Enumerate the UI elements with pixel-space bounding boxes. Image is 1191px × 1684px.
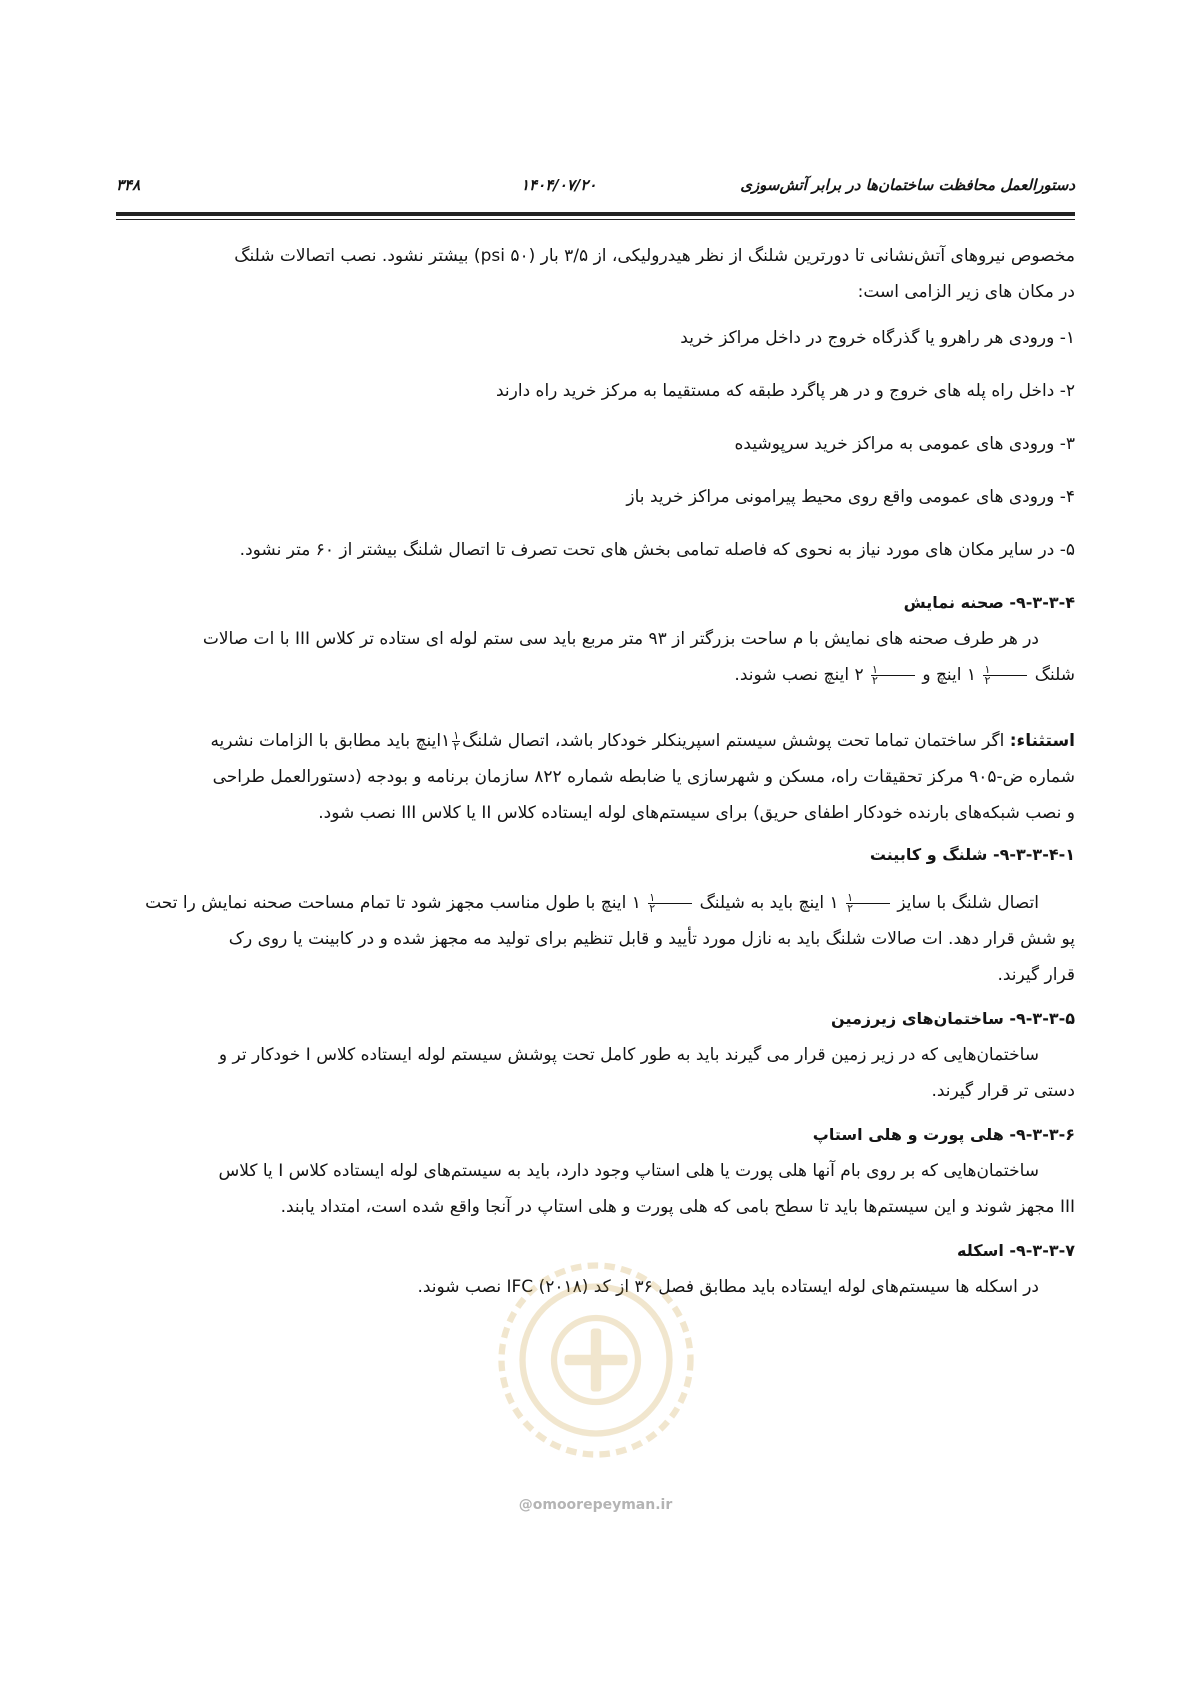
heliport-line-2: III مجهز شوند و این سیستم‌ها باید تا سطح بامی که هلی پورت و هلی استاپ در آنجا واقع شده است، امتداد یابند. [280, 1197, 1075, 1217]
section-heading-hose-cabinet: ۹-۳-۳-۴-۱- شلنگ و کابینت [869, 845, 1075, 864]
page-header [116, 174, 1075, 204]
pier-paragraph: در اسکله ها سیستم‌های لوله ایستاده باید مطابق فصل ۳۶ از کد IFC (۲۰۱۸) نصب شوند. [417, 1277, 1039, 1297]
document-body [116, 238, 1075, 1305]
exception-paragraph [116, 723, 1075, 831]
stage-line-1: در هر طرف صحنه های نمایش با م ساحت بزرگتر از ۹۳ متر مربع باید سی ستم لوله ای ستاده تر کلاس III با ات صالات [202, 629, 1039, 649]
stage-line-2b: ۱ اینچ و [922, 665, 977, 685]
stage-line-2c: ۲ اینچ نصب شوند. [734, 665, 864, 685]
fraction-half: ۱ ۲ [648, 893, 692, 914]
exception-line-1b: ۱اینچ باید مطابق با الزامات نشریه [210, 731, 451, 751]
header-rule [116, 212, 1075, 220]
underground-line-2: دستی تر قرار گیرند. [931, 1081, 1075, 1101]
fraction-half: ۱ ۲ [453, 728, 460, 753]
exception-line-1a: اگر ساختمان تماما تحت پوشش سیستم اسپرینکلر خودکار باشد، اتصال شلنگ [462, 731, 1005, 751]
intro-line-2: در مکان های زیر الزامی است: [857, 282, 1075, 302]
underground-line-1: ساختمان‌هایی که در زیر زمین قرار می گیرند باید به طور کامل تحت پوشش سیستم لوله ایستاده کلاس I خودکار تر و [218, 1045, 1039, 1065]
exception-line-3: و نصب شبکه‌های بارنده خودکار اطفای حریق) برای سیستم‌های لوله ایستاده کلاس II یا کلاس III نصب شود. [318, 803, 1075, 823]
header-date: ۱۴۰۴/۰۷/۲۰ [521, 176, 597, 194]
fraction-half: ۱ ۲ [846, 893, 890, 914]
section-heading-heliport: ۹-۳-۳-۶- هلی پورت و هلی استاپ [812, 1125, 1075, 1144]
section-heading-pier: ۹-۳-۳-۷- اسکله [957, 1241, 1075, 1260]
fraction-half: ۱ ۲ [983, 665, 1027, 686]
hose-line-1a: اتصال شلنگ با سایز [897, 893, 1039, 913]
stage-paragraph [116, 621, 1075, 693]
heliport-paragraph [116, 1153, 1075, 1225]
list-item: ۵- در سایر مکان های مورد نیاز به نحوی که فاصله تمامی بخش های تحت تصرف تا اتصال شلنگ بیشتر از ۶۰ متر نشود. [239, 540, 1075, 560]
watermark-site: @omoorepeyman.ir [518, 1497, 673, 1513]
list-item: ۴- ورودی های عمومی واقع روی محیط پیرامونی مراکز خرید باز [626, 487, 1075, 507]
hose-line-1c: ۱ اینچ با طول مناسب مجهز شود تا تمام مساحت صحنه نمایش را تحت [145, 893, 641, 913]
section-heading-stage: ۹-۳-۳-۴- صحنه نمایش [903, 593, 1075, 612]
hose-line-1b: ۱ اینچ باید به شیلنگ [699, 893, 839, 913]
exception-label: استثناء: [1009, 731, 1075, 751]
hose-line-2: پو شش قرار دهد. ات صالات شلنگ باید به نازل مورد تأیید و قابل تنظیم برای تولید مه مجهز شده و در کابینت یا روی رک [228, 929, 1075, 949]
heliport-line-1: ساختمان‌هایی که بر روی بام آنها هلی پورت یا هلی استاپ وجود دارد، باید به سیستم‌های لوله ایستاده کلاس I یا کلاس [218, 1161, 1039, 1181]
hose-line-3: قرار گیرند. [997, 965, 1075, 985]
hose-cabinet-paragraph [116, 885, 1075, 993]
list-item: ۳- ورودی های عمومی به مراکز خرید سرپوشیده [734, 434, 1075, 454]
exception-line-2: شماره ض-۹۰۵ مرکز تحقیقات راه، مسکن و شهرسازی یا ضابطه شماره ۸۲۲ سازمان برنامه و بودجه (دستورالعمل طراحی [212, 767, 1075, 787]
stage-line-2a: شلنگ [1034, 665, 1075, 685]
section-heading-underground: ۹-۳-۳-۵- ساختمان‌های زیرزمین [831, 1009, 1075, 1028]
header-title: دستورالعمل محافظت ساختمان‌ها در برابر آتش‌سوزی [740, 176, 1075, 194]
intro-line-1: مخصوص نیروهای آتش‌نشانی تا دورترین شلنگ از نظر هیدرولیکی، از ۳/۵ بار (۵۰ psi) بیشتر نشود. نصب اتصالات شلنگ [234, 246, 1075, 266]
intro-paragraph [116, 238, 1075, 310]
list-item: ۲- داخل راه پله های خروج و در هر پاگرد طبقه که مستقیما به مرکز خرید راه دارند [495, 381, 1075, 401]
fraction-half: ۱ ۲ [871, 665, 915, 686]
underground-paragraph [116, 1037, 1075, 1109]
list-item: ۱- ورودی هر راهرو یا گذرگاه خروج در داخل مراکز خرید [680, 328, 1075, 348]
page-number: ۳۴۸ [116, 176, 141, 194]
